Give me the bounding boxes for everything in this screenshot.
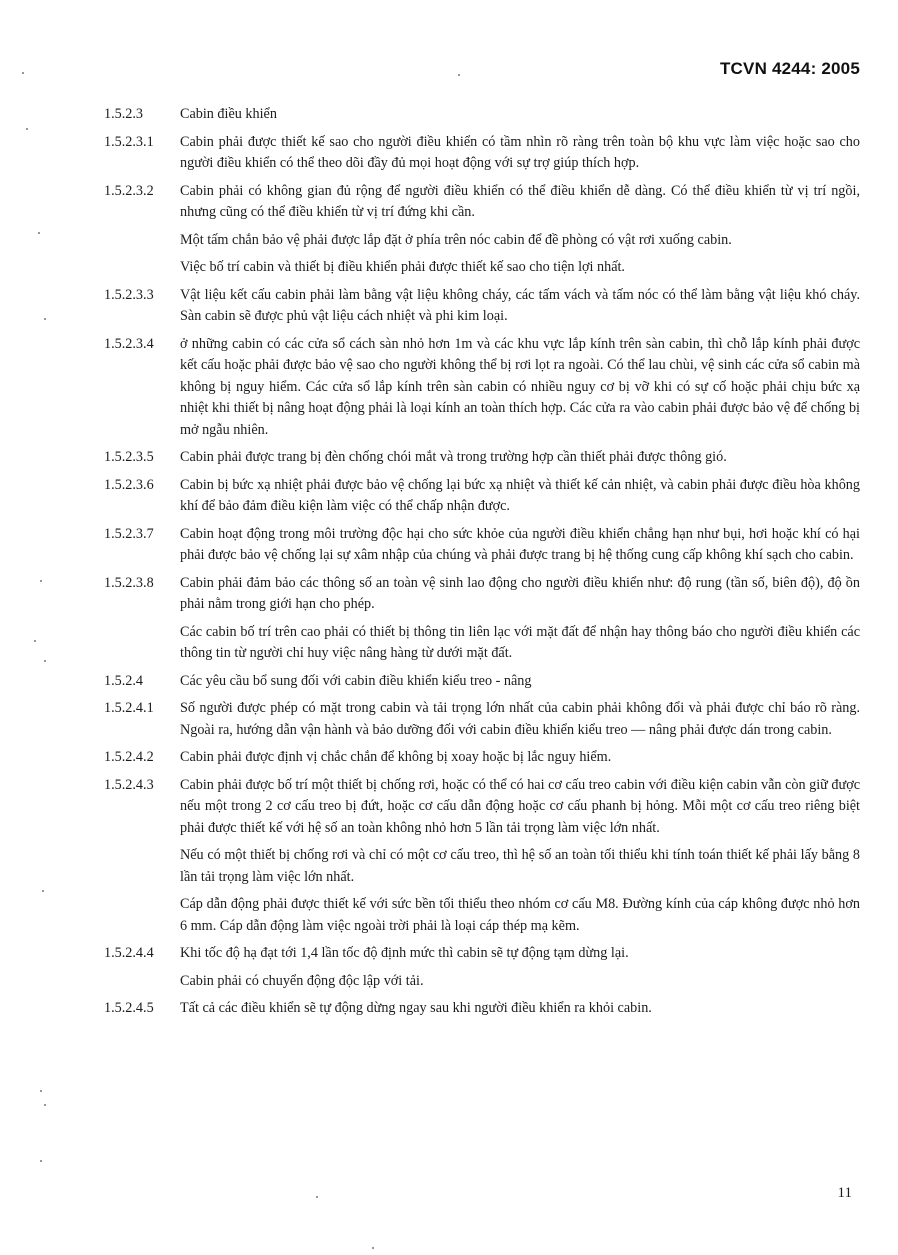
- clause-text: Cabin phải được thiết kế sao cho người điều khiển có tầm nhìn rõ ràng trên toàn bộ khu vực làm việc hoặc sao cho người điều khiển có thể theo dõi đầy đủ mọi hoạt động với sự trợ giúp thích hợp.: [180, 133, 860, 171]
- clause-paragraph: Cabin phải có chuyển động độc lập với tải.: [180, 972, 424, 989]
- clause-number: 1.5.2.3.4: [104, 335, 154, 352]
- clause-1-5-2-3-4: [104, 334, 860, 442]
- scan-speck: [44, 318, 46, 320]
- scan-speck: [372, 1247, 374, 1249]
- clause-text: Số người được phép có mặt trong cabin và tải trọng lớn nhất của cabin phải không đổi và phải được chỉ báo rõ ràng. Ngoài ra, hướng dẫn vận hành và bảo dưỡng đối với cabin điều khiển kiểu treo — nâng phải được dán trong cabin.: [180, 700, 860, 738]
- clause-number: 1.5.2.3.7: [104, 525, 154, 542]
- document-body: [104, 104, 860, 1026]
- scan-speck: [42, 890, 44, 892]
- clause-number: 1.5.2.4.3: [104, 776, 154, 793]
- clause-text: Cabin hoạt động trong môi trường độc hại cho sức khỏe của người điều khiển chẳng hạn như bụi, hơi hoặc khí có hại phải được bảo vệ chống lại sự xâm nhập của chúng và phải được trang bị hệ thống cung cấp không khí sạch cho cabin.: [180, 525, 860, 563]
- clause-text: Cabin bị bức xạ nhiệt phải được bảo vệ chống lại bức xạ nhiệt và thiết kế cản nhiệt, và cabin phải được điều hòa không khí để bảo đảm điều kiện làm việc có thể chấp nhận được.: [180, 476, 860, 514]
- clause-1-5-2-3-3: [104, 285, 860, 328]
- clause-number: 1.5.2.3.1: [104, 133, 154, 150]
- clause-text: Tất cả các điều khiển sẽ tự động dừng ngay sau khi người điều khiển ra khỏi cabin.: [180, 1000, 652, 1016]
- clause-1-5-2-4-3: [104, 775, 860, 840]
- clause-paragraph: Các cabin bố trí trên cao phải có thiết bị thông tin liên lạc với mặt đất để nhận hay thông báo cho người điều khiển các thông tin từ người chỉ huy việc nâng hàng từ dưới mặt đất.: [180, 623, 860, 661]
- clause-number: 1.5.2.4.4: [104, 945, 154, 961]
- scan-speck: [316, 1196, 318, 1198]
- scan-speck: [22, 72, 24, 74]
- scan-speck: [40, 1160, 42, 1162]
- clause-text: Cabin phải có không gian đủ rộng để người điều khiển có thể điều khiển dễ dàng. Có thể điều khiển từ vị trí ngồi, nhưng cũng có thể điều khiển từ vị trí đứng khi cần.: [180, 182, 860, 220]
- scan-speck: [26, 128, 28, 130]
- clause-text: Cabin điều khiển: [180, 106, 277, 122]
- clause-1-5-2-4-1: [104, 698, 860, 741]
- scan-speck: [40, 580, 42, 582]
- clause-1-5-2-3-5: [104, 447, 860, 469]
- clause-number: 1.5.2.3.8: [104, 574, 154, 591]
- scan-speck: [40, 1090, 42, 1092]
- clause-1-5-2-3-7: [104, 524, 860, 567]
- clause-1-5-2-4: [104, 671, 860, 693]
- clause-text: Các yêu cầu bổ sung đối với cabin điều khiển kiểu treo - nâng: [180, 672, 532, 689]
- clause-number: 1.5.2.3.3: [104, 286, 154, 303]
- clause-1-5-2-4-2: [104, 747, 860, 769]
- clause-number: 1.5.2.4.1: [104, 700, 154, 716]
- clause-text: Cabin phải được định vị chắc chắn để không bị xoay hoặc bị lắc nguy hiểm.: [180, 749, 612, 765]
- clause-text: Vật liệu kết cấu cabin phải làm bằng vật liệu không cháy, các tấm vách và tấm nóc có thể làm bằng vật liệu khó cháy. Sàn cabin sẽ được phủ vật liệu cách nhiệt và phi kim loại.: [180, 286, 860, 324]
- page-number: 11: [837, 1185, 852, 1201]
- clause-1-5-2-4-5: [104, 998, 860, 1020]
- scan-speck: [34, 640, 36, 642]
- scan-speck: [38, 232, 40, 234]
- clause-paragraph: Nếu có một thiết bị chống rơi và chỉ có một cơ cấu treo, thì hệ số an toàn tối thiểu khi tính toán thiết kế phải lấy bằng 8 lần tải trọng làm việc lớn nhất.: [180, 847, 860, 885]
- clause-paragraph: Một tấm chắn bảo vệ phải được lắp đặt ở phía trên nóc cabin để đề phòng có vật rơi xuống cabin.: [180, 231, 732, 248]
- clause-number: 1.5.2.4: [104, 672, 144, 689]
- clause-paragraph: Cáp dẫn động phải được thiết kế với sức bền tối thiểu theo nhóm cơ cấu M8. Đường kính của cáp không được nhỏ hơn 6 mm. Cáp dẫn động làm việc ngoài trời phải là loại cáp thép mạ kẽm.: [180, 896, 860, 934]
- clause-number: 1.5.2.4.2: [104, 749, 154, 765]
- scan-speck: [44, 1104, 46, 1106]
- clause-number: 1.5.2.3: [104, 106, 144, 122]
- clause-1-5-2-3: [104, 104, 860, 126]
- clause-1-5-2-3-2: [104, 181, 860, 224]
- scan-speck: [458, 74, 460, 76]
- clause-1-5-2-3-1: [104, 132, 860, 175]
- clause-1-5-2-4-4: [104, 943, 860, 965]
- clause-number: 1.5.2.3.5: [104, 449, 154, 465]
- clause-text: Khi tốc độ hạ đạt tới 1,4 lần tốc độ định mức thì cabin sẽ tự động tạm dừng lại.: [180, 945, 629, 961]
- clause-text: ở những cabin có các cửa sổ cách sàn nhỏ hơn 1m và các khu vực lắp kính trên sàn cabin, thì chỗ lắp kính phải được kết cấu hoặc phải được bảo vệ sao cho người không thể bị rơi lọt ra ngoài. Có thể lau chùi, vệ sinh các cửa sổ cabin mà không bị nguy hiểm. Các cửa sổ lắp kính trên sàn cabin có nhiều nguy cơ bị vỡ khi có sự cố hoặc phải chịu bức xạ nhiệt khi thiết bị nâng hoạt động phải là loại kính an toàn thích hợp. Các cửa ra vào cabin phải được bảo vệ để chống bị mở ngẫu nhiên.: [180, 335, 860, 438]
- clause-1-5-2-3-8: [104, 573, 860, 616]
- clause-number: 1.5.2.4.5: [104, 1000, 154, 1016]
- clause-number: 1.5.2.3.2: [104, 182, 154, 199]
- standard-code-header: TCVN 4244: 2005: [719, 59, 860, 78]
- clause-paragraph: Việc bố trí cabin và thiết bị điều khiển phải được thiết kế sao cho tiện lợi nhất.: [180, 259, 625, 275]
- clause-text: Cabin phải được trang bị đèn chống chói mắt và trong trường hợp cần thiết phải được thông gió.: [180, 449, 727, 465]
- clause-text: Cabin phải được bố trí một thiết bị chống rơi, hoặc có thể có hai cơ cấu treo cabin với điều kiện cabin vẫn còn giữ được nếu một trong 2 cơ cấu treo bị đứt, hoặc cơ cấu dẫn động hoặc cơ cấu phanh bị hỏng. Mỗi một cơ cấu treo riêng biệt phải được thiết kế với hệ số an toàn không nhỏ hơn 5 lần tải trọng làm việc lớn nhất.: [180, 776, 860, 836]
- scan-speck: [44, 660, 46, 662]
- clause-1-5-2-3-6: [104, 475, 860, 518]
- clause-text: Cabin phải đảm bảo các thông số an toàn vệ sinh lao động cho người điều khiển như: độ rung (tần số, biên độ), độ ồn phải nằm trong giới hạn cho phép.: [180, 574, 860, 612]
- clause-number: 1.5.2.3.6: [104, 476, 154, 493]
